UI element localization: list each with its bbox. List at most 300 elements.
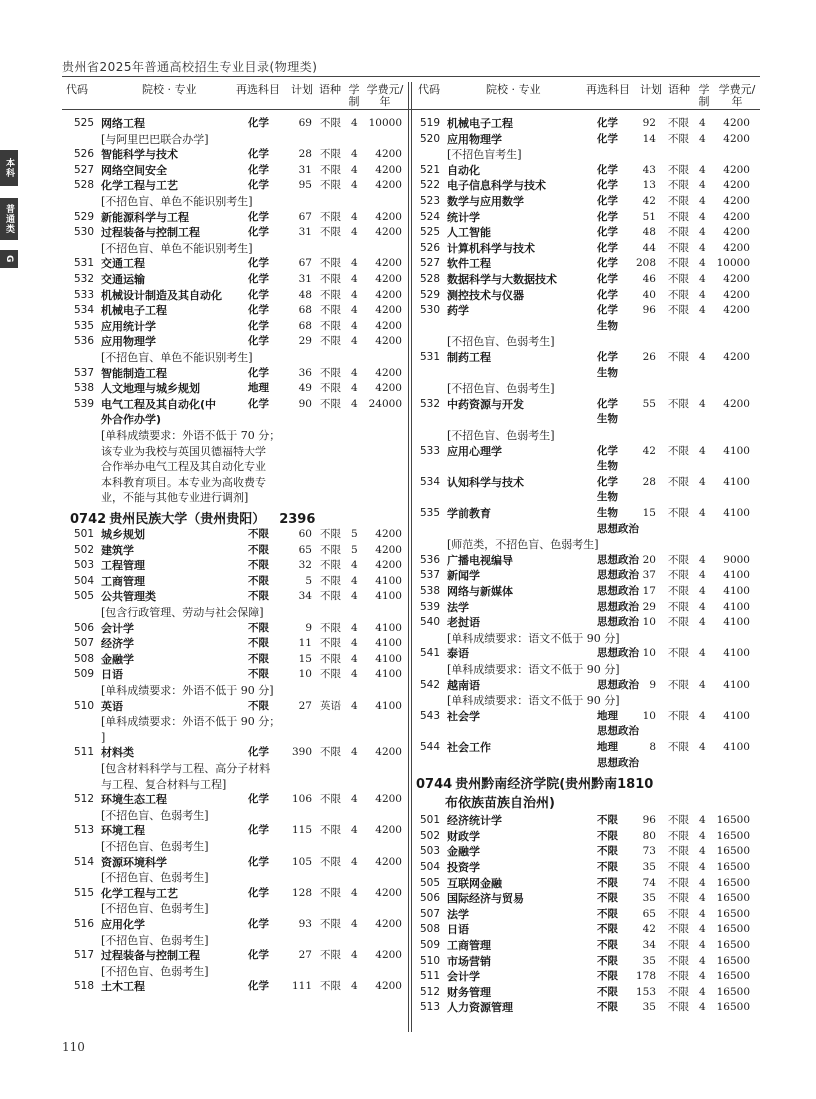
tuition-fee: 10000 [368, 117, 402, 129]
language: 不限 [668, 132, 689, 145]
col-header-len: 学制 [348, 83, 360, 108]
table-row [0, 350, 816, 365]
required-subject: 不限 [597, 845, 618, 858]
required-subject: 化学 [597, 179, 618, 192]
required-subject: 化学 [248, 288, 269, 301]
language: 不限 [320, 397, 341, 410]
major-code: 527 [74, 163, 95, 176]
table-row [0, 225, 816, 240]
major-note [0, 147, 816, 162]
plan-count: 68 [298, 319, 312, 332]
major-name: 互联网金融 [447, 876, 502, 890]
major-name: 泰语 [447, 647, 469, 661]
language: 不限 [668, 163, 689, 176]
major-name: 数学与应用数学 [447, 195, 524, 208]
plan-count: 35 [642, 861, 656, 873]
table-row [0, 792, 816, 807]
study-length: 4 [351, 590, 358, 603]
major-code: 525 [420, 226, 441, 239]
study-length: 4 [699, 678, 706, 691]
study-length: 4 [699, 1001, 706, 1014]
study-length: 4 [699, 553, 706, 566]
major-name: 智能制造工程 [101, 366, 167, 380]
required-subject: 不限 [597, 970, 618, 983]
table-row [0, 116, 816, 131]
study-length: 4 [699, 397, 706, 410]
major-code: 504 [420, 861, 441, 873]
tuition-fee: 4200 [723, 351, 750, 363]
table-row [0, 444, 816, 459]
language: 不限 [320, 637, 341, 650]
tuition-fee: 4200 [375, 163, 402, 176]
language: 不限 [668, 179, 689, 192]
major-name: 金融学 [447, 845, 480, 859]
major-code: 511 [420, 970, 441, 983]
major-name: 电子信息科学与技术 [447, 179, 546, 193]
required-subject: 化学 [597, 241, 618, 254]
tuition-fee: 4200 [723, 397, 750, 410]
language: 不限 [320, 746, 341, 759]
plan-count: 34 [642, 939, 656, 951]
required-subject: 不限 [248, 528, 269, 540]
language: 不限 [668, 304, 689, 317]
study-length: 4 [351, 226, 358, 239]
major-note [0, 537, 816, 552]
major-code: 543 [420, 709, 441, 722]
major-code: 502 [74, 543, 95, 556]
table-row [0, 938, 816, 953]
tuition-fee: 4100 [375, 621, 402, 634]
major-code: 512 [420, 985, 441, 998]
table-row [0, 506, 816, 521]
table-row [0, 922, 816, 937]
major-name: 英语 [101, 699, 123, 713]
language: 不限 [320, 949, 341, 962]
major-code: 522 [420, 179, 441, 192]
tuition-fee: 16500 [716, 907, 750, 920]
table-row [0, 829, 816, 844]
tuition-fee: 4200 [375, 288, 402, 301]
language: 不限 [668, 397, 689, 410]
study-length: 4 [351, 621, 358, 634]
table-row [0, 163, 816, 178]
required-subject: 不限 [248, 574, 269, 587]
required-subject: 化学 [248, 179, 269, 192]
plan-count: 35 [642, 954, 656, 967]
study-length: 4 [351, 319, 358, 332]
required-subject: 思想政治 [597, 600, 639, 613]
study-length: 4 [351, 273, 358, 285]
plan-count: 80 [642, 829, 656, 842]
required-subject: 不限 [597, 985, 618, 998]
plan-count: 27 [298, 949, 312, 962]
required-subject: 化学 [248, 918, 269, 930]
required-subject: 不限 [248, 543, 269, 556]
language: 不限 [320, 855, 341, 868]
major-code: 508 [420, 923, 441, 936]
major-note [0, 381, 816, 396]
plan-count: 74 [642, 876, 656, 889]
side-tab-benke: 本科 [0, 150, 18, 186]
language: 不限 [320, 226, 341, 239]
note-text: [不招色盲、单色不能识别考生] [101, 195, 253, 208]
major-name: 应用统计学 [101, 319, 156, 333]
school-name: 贵州民族大学（贵州贵阳） [109, 512, 266, 527]
major-name: 法学 [447, 907, 469, 921]
study-length: 4 [351, 382, 358, 395]
col-header-lang-right: 语种 [668, 83, 690, 96]
major-code: 527 [420, 257, 441, 270]
col-header-code-right: 代码 [418, 83, 440, 96]
required-subject: 不限 [597, 1001, 618, 1014]
plan-count: 43 [642, 163, 656, 176]
required-subject: 不限 [597, 907, 618, 920]
tuition-fee: 4100 [375, 590, 402, 603]
required-subject: 化学 [597, 163, 618, 176]
note-text: [不招色盲考生] [447, 148, 522, 162]
major-code: 535 [74, 319, 95, 332]
study-length: 4 [351, 637, 358, 650]
major-note [0, 693, 816, 708]
plan-count: 51 [642, 210, 656, 223]
tuition-fee: 16500 [716, 845, 750, 858]
required-subject: 地理 [597, 709, 618, 722]
required-subject: 思想政治 [597, 569, 639, 582]
language: 不限 [668, 923, 689, 936]
side-tab-putong: 普通类 [0, 198, 18, 240]
major-note [0, 428, 816, 443]
major-name: 自动化 [447, 163, 480, 177]
extra-subject-row [0, 724, 816, 739]
major-name: 公共管理类 [101, 590, 156, 604]
plan-count: 9 [305, 621, 312, 634]
major-name: 电气工程及其自动化(中 [101, 397, 217, 411]
tuition-fee: 4100 [723, 616, 750, 629]
plan-count: 29 [298, 335, 312, 348]
tuition-fee: 4200 [375, 257, 402, 270]
major-name: 社会工作 [447, 741, 491, 754]
major-name: 化学工程与工艺 [101, 179, 178, 193]
major-name: 环境生态工程 [101, 793, 167, 807]
plan-count: 48 [298, 288, 312, 301]
major-name: 中药资源与开发 [447, 397, 524, 411]
language: 不限 [320, 980, 341, 993]
plan-count: 10 [642, 616, 656, 629]
required-subject: 化学 [597, 132, 618, 145]
tuition-fee: 4100 [723, 709, 750, 722]
tuition-fee: 24000 [368, 397, 402, 410]
tuition-fee: 4200 [375, 382, 402, 395]
required-subject: 地理 [248, 382, 269, 395]
language: 不限 [320, 621, 341, 634]
study-length: 4 [699, 163, 706, 176]
study-length: 4 [351, 559, 358, 572]
major-name: 会计学 [101, 621, 134, 635]
major-name: 国际经济与贸易 [447, 892, 524, 906]
note-text: [包含行政管理、劳动与社会保障] [101, 606, 264, 619]
required-subject: 不限 [597, 829, 618, 842]
tuition-fee: 4200 [375, 179, 402, 192]
required-subject: 不限 [597, 892, 618, 905]
major-name: 应用心理学 [447, 444, 502, 458]
major-code: 532 [74, 273, 95, 285]
table-row [0, 891, 816, 906]
tuition-fee: 16500 [716, 814, 750, 827]
plan-count: 93 [298, 918, 312, 930]
required-subject: 不限 [597, 814, 618, 827]
table-row [0, 475, 816, 490]
major-code: 507 [420, 907, 441, 920]
required-subject: 思想政治 [597, 756, 639, 769]
language: 不限 [320, 304, 341, 317]
major-name: 会计学 [447, 970, 480, 984]
major-code: 534 [420, 475, 441, 488]
extra-subject-row [0, 366, 816, 381]
plan-count: 42 [642, 195, 656, 207]
language: 不限 [320, 288, 341, 301]
required-subject: 思想政治 [597, 585, 639, 597]
language: 不限 [668, 814, 689, 827]
required-subject: 化学 [248, 886, 269, 899]
language: 不限 [668, 257, 689, 270]
tuition-fee: 4100 [723, 600, 750, 613]
study-length: 4 [699, 226, 706, 239]
plan-count: 31 [298, 273, 312, 285]
col-header-subj-right: 再选科目 [586, 83, 630, 96]
major-code: 509 [420, 939, 441, 951]
required-subject: 化学 [248, 304, 269, 317]
study-length: 4 [351, 335, 358, 348]
major-code: 503 [74, 559, 95, 572]
study-length: 4 [351, 918, 358, 930]
study-length: 4 [699, 569, 706, 582]
tuition-fee: 4200 [375, 793, 402, 806]
major-name: 应用物理学 [447, 132, 502, 146]
required-subject: 生物 [597, 460, 618, 473]
plan-count: 35 [642, 1001, 656, 1014]
major-name: 工程管理 [101, 559, 145, 573]
required-subject: 生物 [597, 366, 618, 379]
language: 不限 [668, 210, 689, 223]
major-note [0, 662, 816, 677]
study-length: 4 [351, 855, 358, 868]
study-length: 5 [351, 528, 358, 540]
major-name: 广播电视编导 [447, 553, 513, 567]
study-length: 4 [699, 923, 706, 936]
required-subject: 化学 [597, 195, 618, 207]
major-name: 过程装备与控制工程 [101, 226, 200, 240]
language: 不限 [668, 600, 689, 613]
tuition-fee: 16500 [716, 876, 750, 889]
language: 不限 [668, 861, 689, 873]
language: 不限 [668, 892, 689, 905]
major-code: 512 [74, 793, 95, 806]
study-length: 4 [351, 668, 358, 681]
major-name: 建筑学 [101, 543, 134, 557]
language: 不限 [668, 647, 689, 660]
school-plan-total: 2396 [279, 512, 316, 527]
tuition-fee: 4100 [723, 678, 750, 691]
major-code: 526 [420, 241, 441, 254]
plan-count: 49 [298, 382, 312, 395]
major-name: 药学 [447, 304, 469, 318]
tuition-fee: 16500 [716, 1001, 750, 1014]
language: 不限 [320, 886, 341, 899]
major-code: 505 [420, 876, 441, 889]
required-subject: 思想政治 [597, 725, 639, 738]
study-length: 4 [699, 861, 706, 873]
language: 不限 [320, 652, 341, 665]
study-length: 4 [699, 475, 706, 488]
major-code: 515 [74, 886, 95, 899]
required-subject: 不限 [248, 699, 269, 712]
required-subject: 不限 [248, 590, 269, 603]
plan-count: 31 [298, 163, 312, 176]
required-subject: 化学 [248, 117, 269, 129]
study-length: 4 [351, 397, 358, 410]
study-length: 4 [699, 585, 706, 597]
required-subject: 不限 [597, 861, 618, 873]
tuition-fee: 4100 [375, 637, 402, 650]
side-tab-g: G [0, 250, 18, 268]
col-header-plan: 计划 [291, 83, 313, 96]
major-code: 531 [74, 257, 95, 270]
tuition-fee: 4100 [723, 569, 750, 582]
required-subject: 化学 [597, 288, 618, 301]
col-header-fee-right: 学费元/年 [718, 83, 756, 108]
required-subject: 生物 [597, 319, 618, 332]
extra-subject-row [0, 490, 816, 505]
tuition-fee: 4100 [723, 444, 750, 457]
required-subject: 地理 [597, 741, 618, 753]
language: 不限 [668, 709, 689, 722]
required-subject: 化学 [597, 117, 618, 129]
language: 不限 [668, 553, 689, 566]
major-code: 539 [420, 600, 441, 613]
major-name: 市场营销 [447, 954, 491, 968]
note-text: [不招色盲、色弱考生] [101, 840, 209, 853]
plan-count: 106 [291, 793, 312, 806]
major-code: 505 [74, 590, 95, 603]
major-code: 538 [74, 382, 95, 395]
major-code: 521 [420, 163, 441, 176]
major-code: 535 [420, 507, 441, 519]
tuition-fee: 4100 [375, 699, 402, 712]
language: 不限 [320, 179, 341, 192]
required-subject: 化学 [597, 444, 618, 457]
col-header-fee: 学费元/年 [366, 83, 404, 108]
table-row [0, 600, 816, 615]
tuition-fee: 4100 [723, 475, 750, 488]
major-code: 530 [420, 304, 441, 317]
language: 不限 [320, 824, 341, 837]
major-code: 525 [74, 117, 95, 129]
plan-count: 390 [291, 746, 312, 759]
major-name: 新闻学 [447, 569, 480, 583]
table-row [0, 907, 816, 922]
plan-count: 92 [642, 117, 656, 129]
required-subject: 生物 [597, 413, 618, 426]
required-subject: 化学 [597, 397, 618, 410]
required-subject: 化学 [597, 210, 618, 223]
major-note [0, 334, 816, 349]
note-text: [不招色盲、色弱考生] [101, 808, 209, 822]
language: 不限 [668, 507, 689, 519]
table-row [0, 709, 816, 724]
study-length: 4 [351, 304, 358, 317]
tuition-fee: 16500 [716, 892, 750, 905]
col-header-name: 院校 · 专业 [142, 83, 197, 96]
major-code: 510 [420, 954, 441, 967]
tuition-fee: 4200 [375, 559, 402, 572]
required-subject: 化学 [248, 949, 269, 962]
school-plan-total: 1810 [617, 777, 654, 793]
major-code: 536 [74, 335, 95, 348]
study-length: 4 [699, 985, 706, 998]
plan-count: 46 [642, 273, 656, 285]
major-code: 539 [74, 397, 95, 410]
tuition-fee: 4200 [375, 210, 402, 223]
major-name: 认知科学与技术 [447, 475, 524, 489]
language: 不限 [668, 585, 689, 597]
study-length: 4 [699, 273, 706, 285]
major-code: 523 [420, 195, 441, 207]
language: 不限 [668, 741, 689, 753]
plan-count: 42 [642, 444, 656, 457]
tuition-fee: 4200 [723, 117, 750, 129]
required-subject: 化学 [597, 304, 618, 317]
major-name: 机械设计制造及其自动化 [101, 288, 222, 302]
major-code: 533 [420, 444, 441, 457]
language: 不限 [668, 288, 689, 301]
language: 不限 [668, 985, 689, 998]
header-rule [62, 76, 760, 77]
plan-count: 13 [642, 179, 656, 192]
plan-count: 5 [305, 574, 312, 587]
required-subject: 化学 [248, 980, 269, 993]
plan-count: 96 [642, 304, 656, 317]
plan-count: 31 [298, 226, 312, 239]
required-subject: 思想政治 [597, 553, 639, 566]
major-name: 机械电子工程 [447, 117, 513, 130]
table-row [0, 860, 816, 875]
table-row [0, 397, 816, 412]
language: 不限 [668, 616, 689, 629]
tuition-fee: 4200 [723, 195, 750, 207]
table-row [0, 985, 816, 1000]
extra-subject-row [0, 522, 816, 537]
study-length: 4 [351, 824, 358, 837]
language: 不限 [320, 319, 341, 332]
language: 不限 [668, 241, 689, 254]
study-length: 4 [699, 210, 706, 223]
study-length: 4 [351, 949, 358, 962]
study-length: 4 [699, 814, 706, 827]
tuition-fee: 16500 [716, 939, 750, 951]
tuition-fee: 4200 [723, 226, 750, 239]
tuition-fee: 9000 [723, 553, 750, 566]
tuition-fee: 4200 [375, 918, 402, 930]
table-row [0, 615, 816, 630]
required-subject: 化学 [597, 226, 618, 239]
tuition-fee: 16500 [716, 985, 750, 998]
plan-count: 105 [291, 855, 312, 868]
major-code: 532 [420, 397, 441, 410]
major-name: 法学 [447, 600, 469, 614]
tuition-fee: 4200 [723, 210, 750, 223]
tuition-fee: 4200 [375, 824, 402, 837]
table-row [0, 844, 816, 859]
